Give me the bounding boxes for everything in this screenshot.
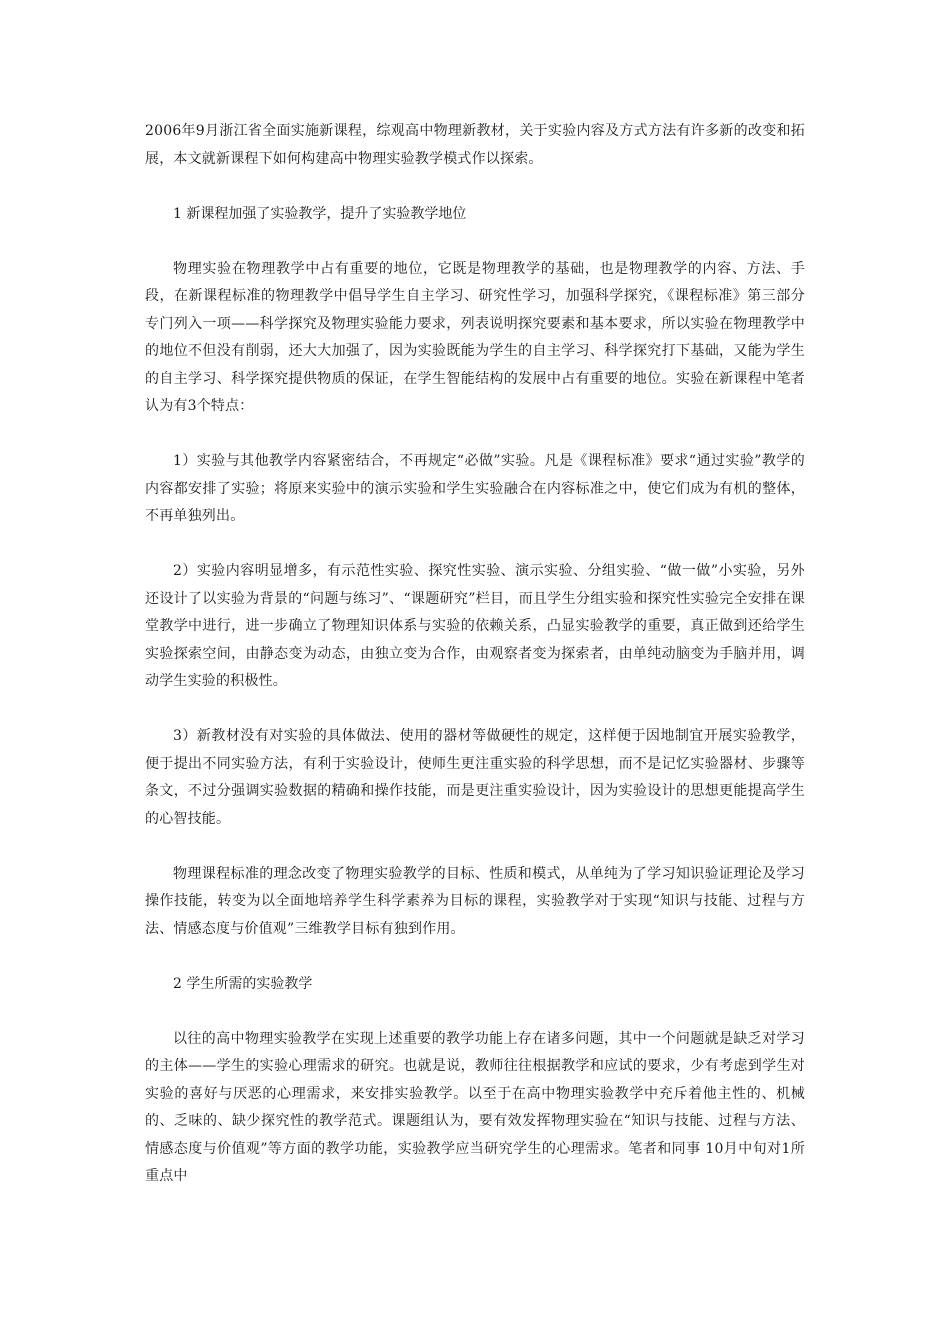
section-heading-2: 2 学生所需的实验教学 [173, 975, 313, 992]
section-heading-1: 1 新课程加强了实验教学，提升了实验教学地位 [173, 205, 467, 222]
document-page [145, 118, 805, 1191]
paragraph-curriculum-standard: 物理课程标准的理念改变了物理实验教学的目标、性质和模式，从单纯为了学习知识验证理论及学习操作技能，转变为以全面地培养学生科学素养为目标的课程，实验教学对于实现“知识与技能、过程与方法、情感态度与价值观”三维教学目标有独到作用。 [145, 865, 805, 937]
paragraph-student-needs: 以往的高中物理实验教学在实现上述重要的教学功能上存在诸多问题，其中一个问题就是缺乏对学习的主体——学生的实验心理需求的研究。也就是说，教师往往根据教学和应试的要求，少有考虑到学生对实验的喜好与厌恶的心理需求，来安排实验教学。以至于在高中物理实验教学中充斥着他主性的、机械的、乏味的、缺少探究性的教学范式。课题组认为，要有效发挥物理实验在“知识与技能、过程与方法、情感态度与价值观”等方面的教学功能，实验教学应当研究学生的心理需求。笔者和同事 10月中旬对1所重点中 [145, 1030, 805, 1184]
intro-paragraph: 2006年9月浙江省全面实施新课程，综观高中物理新教材，关于实验内容及方式方法有许多新的改变和拓展，本文就新课程下如何构建高中物理实验教学模式作以探索。 [145, 123, 805, 167]
point-2-paragraph: 2）实验内容明显增多，有示范性实验、探究性实验、演示实验、分组实验、“做一做”小实验，另外还设计了以实验为背景的“问题与练习”、“课题研究”栏目，而且学生分组实验和探究性实验完全安排在课堂教学中进行，进一步确立了物理知识体系与实验的依赖关系，凸显实验教学的重要，真正做到还给学生实验探索空间，由静态变为动态，由独立变为合作，由观察者变为探索者，由单纯动脑变为手脑并用，调动学生实验的积极性。 [145, 563, 805, 689]
point-1-paragraph: 1）实验与其他教学内容紧密结合，不再规定“必做”实验。凡是《课程标准》要求“通过实验”教学的内容都安排了实验；将原来实验中的演示实验和学生实验融合在内容标准之中，使它们成为有机的整体，不再单独列出。 [145, 453, 805, 524]
point-3-paragraph: 3）新教材没有对实验的具体做法、使用的器材等做硬性的规定，这样便于因地制宜开展实验教学，便于提出不同实验方法，有利于实验设计，使师生更注重实验的科学思想，而不是记忆实验器材、步骤等条文，不过分强调实验数据的精确和操作技能，而是更注重实验设计，因为实验设计的思想更能提高学生的心智技能。 [145, 728, 805, 827]
paragraph-experiment-role: 物理实验在物理教学中占有重要的地位，它既是物理教学的基础，也是物理教学的内容、方法、手段，在新课程标准的物理教学中倡导学生自主学习、研究性学习，加强科学探究，《课程标准》第三部分专门列入一项——科学探究及物理实验能力要求，列表说明探究要素和基本要求，所以实验在物理教学中的地位不但没有削弱，还大大加强了，因为实验既能为学生的自主学习、科学探究打下基础，又能为学生的自主学习、科学探究提供物质的保证，在学生智能结构的发展中占有重要的地位。实验在新课程中笔者认为有3个特点： [145, 260, 805, 414]
